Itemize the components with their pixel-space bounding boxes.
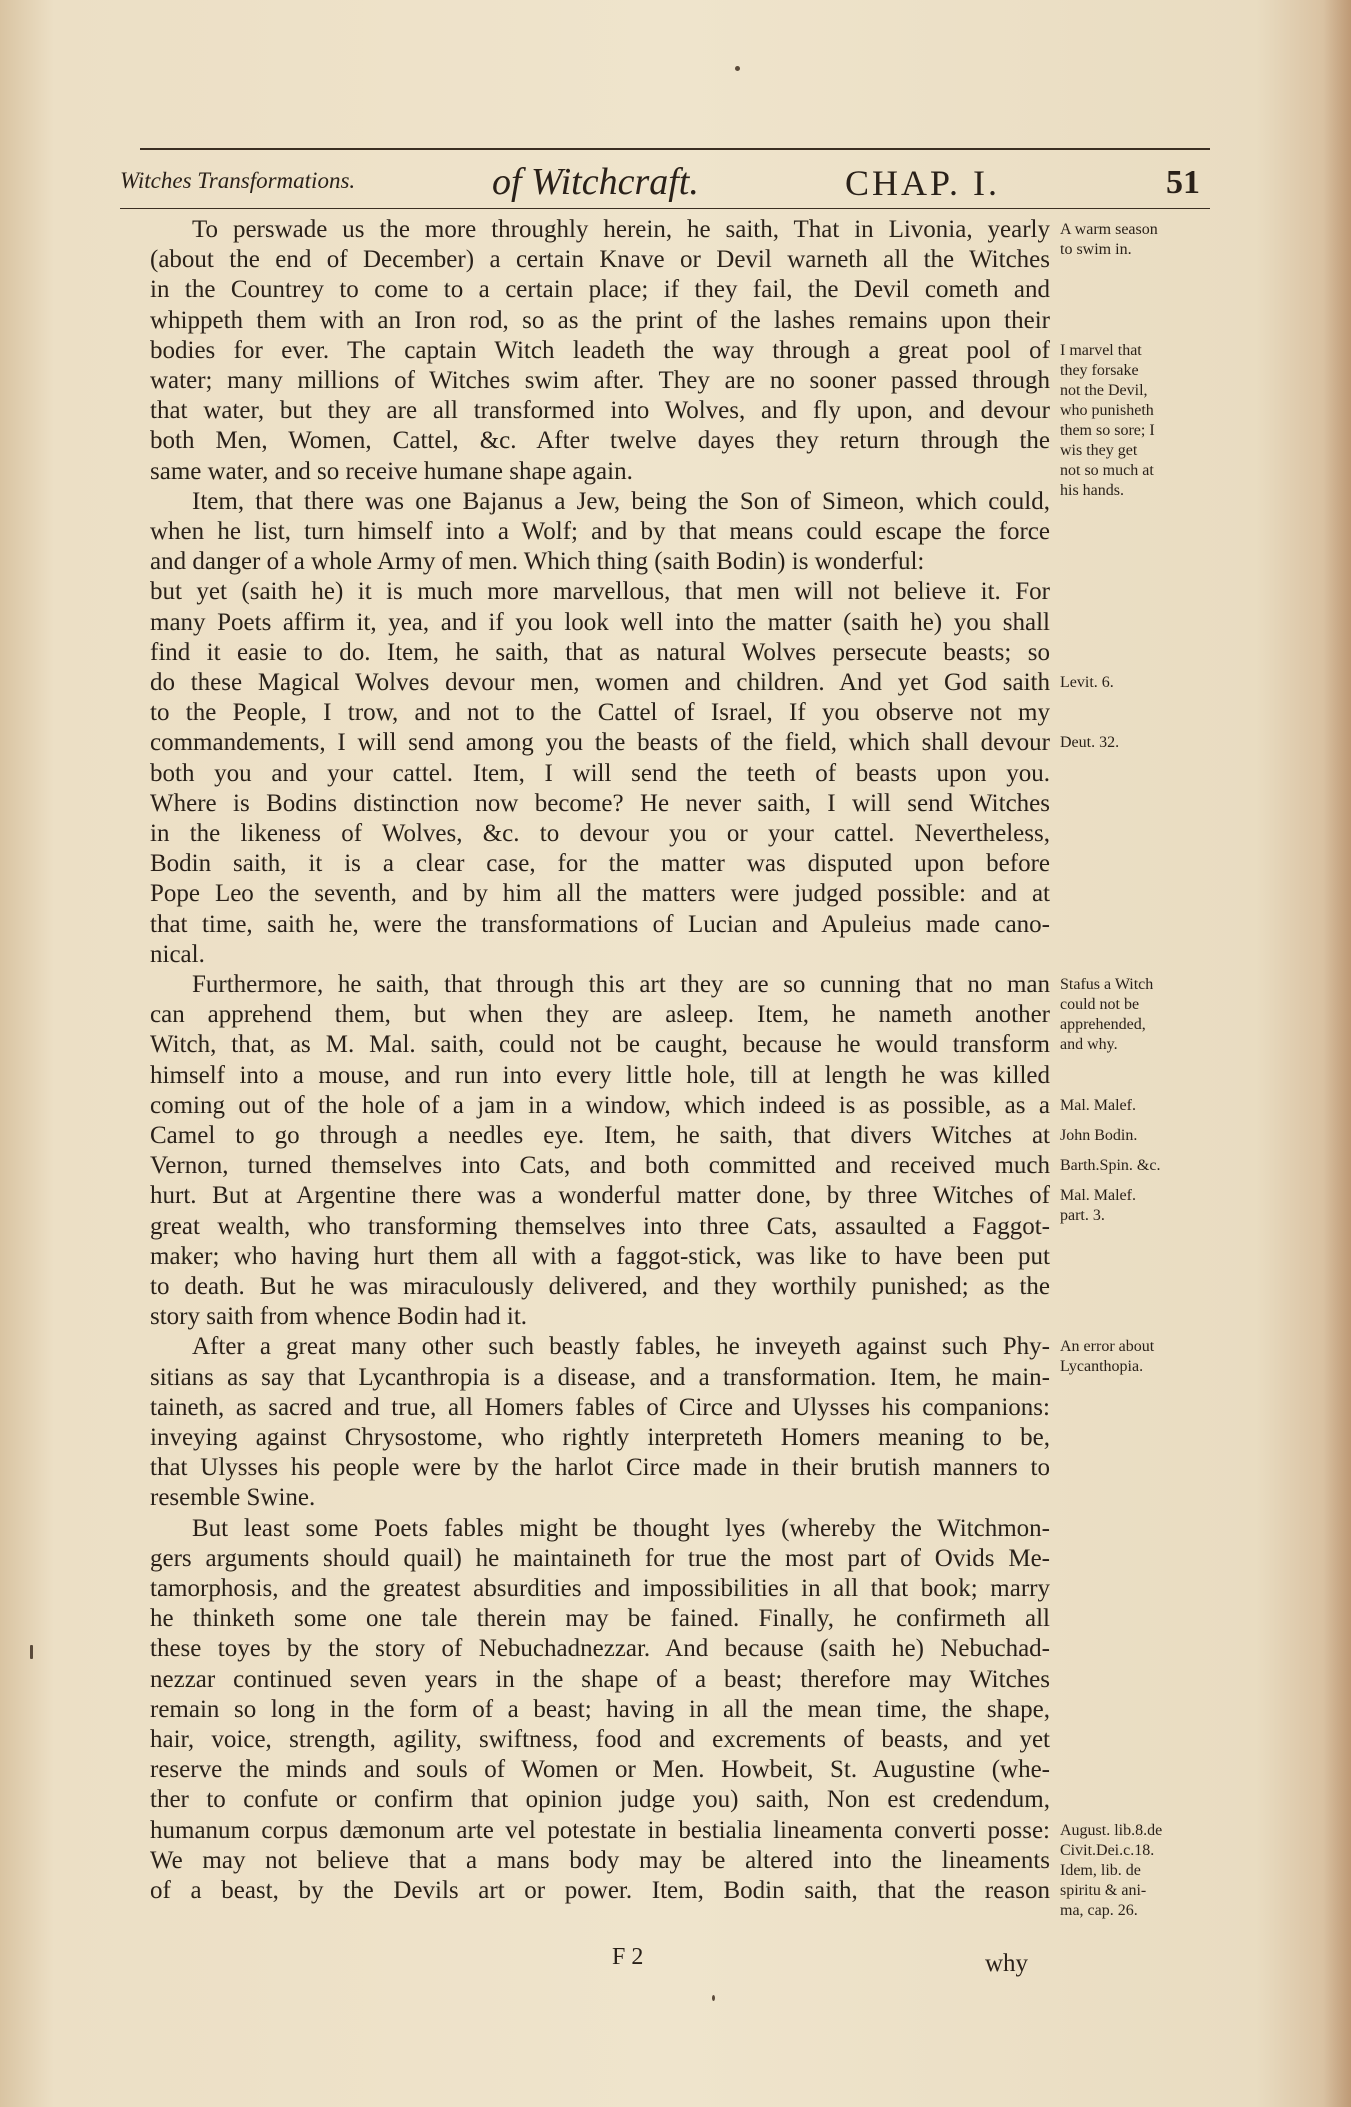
text-line: To perswade us the more throughly herein, he saith, That in Livonia, yearly <box>192 216 1050 243</box>
text-line: whippeth them with an Iron rod, so as the print of the lashes remains upon their <box>150 306 1050 334</box>
text-line: both you and your cattel. Item, I will send the teeth of beasts upon you. <box>150 759 1050 787</box>
text-line: that water, but they are all transformed into Wolves, and fly upon, and devour <box>150 397 1050 425</box>
margin-note-line: Barth.Spin. &c. <box>1060 1157 1161 1175</box>
paper-speck <box>712 1995 715 2001</box>
margin-note-line: John Bodin. <box>1060 1127 1138 1144</box>
margin-note <box>1060 220 1230 260</box>
header-rule-bottom <box>120 208 1210 209</box>
text-line: nezzar continued seven years in the shape of a beast; therefore may Witches <box>150 1665 1050 1693</box>
text-line: he thinketh some one tale therein may be fained. Finally, he confirmeth all <box>150 1605 1050 1633</box>
text-line: reserve the minds and souls of Women or Men. Howbeit, St. Augustine (whe- <box>150 1756 1050 1784</box>
text-line: maker; who having hurt them all with a faggot-stick, was like to have been put <box>150 1242 1050 1270</box>
text-line: can apprehend them, but when they are asleep. Item, he nameth another <box>150 1001 1050 1029</box>
text-line: Witch, that, as M. Mal. saith, could not be caught, because he would transform <box>150 1031 1050 1059</box>
text-line: Bodin saith, it is a clear case, for the matter was disputed upon before <box>150 850 1050 878</box>
margin-note-line: Levit. 6. <box>1060 674 1114 691</box>
text-line: humanum corpus dæmonum arte vel potestate in bestialia lineamenta converti posse: <box>150 1816 1050 1844</box>
margin-note-line: Idem, lib. de <box>1060 1861 1141 1879</box>
text-line: taineth, as sacred and true, all Homers fables of Circe and Ulysses his companions: <box>150 1393 1050 1421</box>
running-head-left: Witches Transformations. <box>120 168 356 193</box>
margin-note <box>1060 1156 1230 1176</box>
margin-note <box>1060 733 1230 753</box>
paper-speck <box>735 66 740 71</box>
text-line: But least some Poets fables might be thought lyes (whereby the Witchmon- <box>192 1514 1050 1542</box>
margin-note <box>1060 1186 1230 1226</box>
margin-note <box>1060 673 1230 693</box>
text-line: of a beast, by the Devils art or power. Item, Bodin saith, that the reason <box>150 1877 1050 1904</box>
margin-note <box>1060 1821 1230 1921</box>
text-line: hurt. But at Argentine there was a wonderful matter done, by three Witches of <box>150 1182 1050 1210</box>
margin-note-line: I marvel that <box>1060 341 1142 359</box>
text-line: that time, saith he, were the transformations of Lucian and Apuleius made cano- <box>150 910 1050 938</box>
margin-note-line: not the Devil, <box>1060 381 1148 399</box>
text-line: in the Countrey to come to a certain place; if they fail, the Devil cometh and <box>150 276 1050 304</box>
margin-note-line: not so much at <box>1060 461 1154 479</box>
text-line: Furthermore, he saith, that through this art they are so cunning that no man <box>192 971 1050 998</box>
margin-note-line: to swim in. <box>1060 241 1132 258</box>
text-line: himself into a mouse, and run into every little hole, till at length he was killed <box>150 1061 1050 1089</box>
margin-note-line: they forsake <box>1060 361 1139 379</box>
text-line: same water, and so receive humane shape again. <box>150 457 633 485</box>
margin-note-line: Stafus a Witch <box>1060 976 1154 993</box>
text-line: resemble Swine. <box>150 1484 316 1512</box>
text-line: great wealth, who transforming themselves into three Cats, assaulted a Faggot- <box>150 1212 1050 1240</box>
text-line: Vernon, turned themselves into Cats, and both committed and received much <box>150 1152 1050 1180</box>
margin-note-line: Mal. Malef. <box>1060 1187 1136 1205</box>
text-line: when he list, turn himself into a Wolf; and by that means could escape the force <box>150 518 1050 545</box>
text-line: nical. <box>150 940 205 968</box>
margin-note-line: wis they get <box>1060 441 1138 459</box>
text-line: gers arguments should quail) he maintaineth for true the most part of Ovids Me- <box>150 1544 1050 1572</box>
paper-speck <box>30 1645 33 1659</box>
page-number: 51 <box>1166 164 1200 201</box>
running-head-title: of Witchcraft. <box>492 161 699 203</box>
text-line: Item, that there was one Bajanus a Jew, being the Son of Simeon, which could, <box>192 487 1050 515</box>
text-line: water; many millions of Witches swim after. They are no sooner passed through <box>150 367 1050 394</box>
signature-mark: F 2 <box>612 1944 644 1970</box>
text-line: in the likeness of Wolves, &c. to devour you or your cattel. Nevertheless, <box>150 820 1050 847</box>
text-line: Where is Bodins distinction now become? He never saith, I will send Witches <box>150 789 1050 817</box>
text-line: After a great many other such beastly fables, he inveyeth against such Phy- <box>192 1333 1050 1361</box>
margin-note-line: Civit.Dei.c.18. <box>1060 1841 1155 1859</box>
running-header <box>120 160 1200 210</box>
margin-note-line: ma, cap. 26. <box>1060 1901 1138 1919</box>
text-line: inveying against Chrysostome, who rightly interpreteth Homers meaning to be, <box>150 1424 1050 1451</box>
text-line: bodies for ever. The captain Witch leadeth the way through a great pool of <box>150 336 1050 364</box>
text-line: remain so long in the form of a beast; having in all the mean time, the shape, <box>150 1695 1050 1723</box>
margin-note-line: part. 3. <box>1060 1207 1105 1225</box>
text-line: ther to confute or confirm that opinion judge you) saith, Non est credendum, <box>150 1786 1050 1814</box>
text-line: hair, voice, strength, agility, swiftness, food and excrements of beasts, and yet <box>150 1726 1050 1753</box>
text-line: sitians as say that Lycanthropia is a disease, and a transformation. Item, he main- <box>150 1363 1050 1391</box>
text-line: We may not believe that a mans body may be altered into the lineaments <box>150 1846 1050 1874</box>
margin-note-line: them so sore; I <box>1060 421 1155 439</box>
page-edge-shadow <box>1323 0 1351 2107</box>
margin-note <box>1060 1126 1230 1146</box>
text-line: that Ulysses his people were by the harlot Circe made in their brutish manners to <box>150 1454 1050 1482</box>
text-line: Camel to go through a needles eye. Item, he saith, that divers Witches at <box>150 1122 1050 1149</box>
margin-note-line: and why. <box>1060 1036 1118 1053</box>
margin-note <box>1060 1096 1230 1116</box>
text-line: story saith from whence Bodin had it. <box>150 1303 528 1331</box>
margin-note-line: Mal. Malef. <box>1060 1096 1136 1114</box>
margin-note-line: his hands. <box>1060 481 1124 499</box>
text-line: to the People, I trow, and not to the Cattel of Israel, If you observe not my <box>150 699 1050 727</box>
catchword: why <box>985 1950 1029 1977</box>
text-line: many Poets affirm it, yea, and if you look well into the matter (saith he) you shall <box>150 608 1050 636</box>
margin-note-line: Deut. 32. <box>1060 734 1120 752</box>
text-line: these toyes by the story of Nebuchadnezzar. And because (saith he) Nebuchad- <box>150 1635 1050 1663</box>
margin-note-line: An error about <box>1060 1338 1155 1356</box>
text-line: tamorphosis, and the greatest absurdities and impossibilities in all that book; marry <box>150 1575 1050 1602</box>
margin-note-line: apprehended, <box>1060 1016 1146 1033</box>
text-line: find it easie to do. Item, he saith, that as natural Wolves persecute beasts; so <box>150 638 1050 666</box>
header-rule-top <box>140 148 1210 150</box>
text-line: but yet (saith he) it is much more marvellous, that men will not believe it. For <box>150 578 1050 606</box>
text-line: coming out of the hole of a jam in a window, which indeed is as possible, as a <box>150 1091 1050 1119</box>
margin-note-line: A warm season <box>1060 221 1158 238</box>
margin-note <box>1060 1337 1230 1377</box>
margin-note-line: August. lib.8.de <box>1060 1821 1163 1839</box>
margin-note <box>1060 341 1230 501</box>
text-line: commandements, I will send among you the beasts of the field, which shall devour <box>150 729 1050 757</box>
text-line: (about the end of December) a certain Knave or Devil warneth all the Witches <box>150 246 1050 274</box>
text-line: do these Magical Wolves devour men, women and children. And yet God saith <box>150 669 1050 696</box>
text-line: to death. But he was miraculously delivered, and they worthily punished; as the <box>150 1273 1050 1300</box>
text-line: Pope Leo the seventh, and by him all the matters were judged possible: and at <box>150 880 1050 908</box>
margin-note <box>1060 975 1230 1055</box>
margin-note-line: who punisheth <box>1060 401 1154 419</box>
margin-note-line: spiritu & ani- <box>1060 1881 1147 1899</box>
chapter-label: CHAP. I. <box>845 163 1001 203</box>
margin-note-line: could not be <box>1060 996 1140 1013</box>
text-line: and danger of a whole Army of men. Which thing (saith Bodin) is wonderful: <box>150 548 925 576</box>
margin-note-line: Lycanthopia. <box>1060 1358 1144 1376</box>
text-line: both Men, Women, Cattel, &c. After twelve dayes they return through the <box>150 427 1050 455</box>
